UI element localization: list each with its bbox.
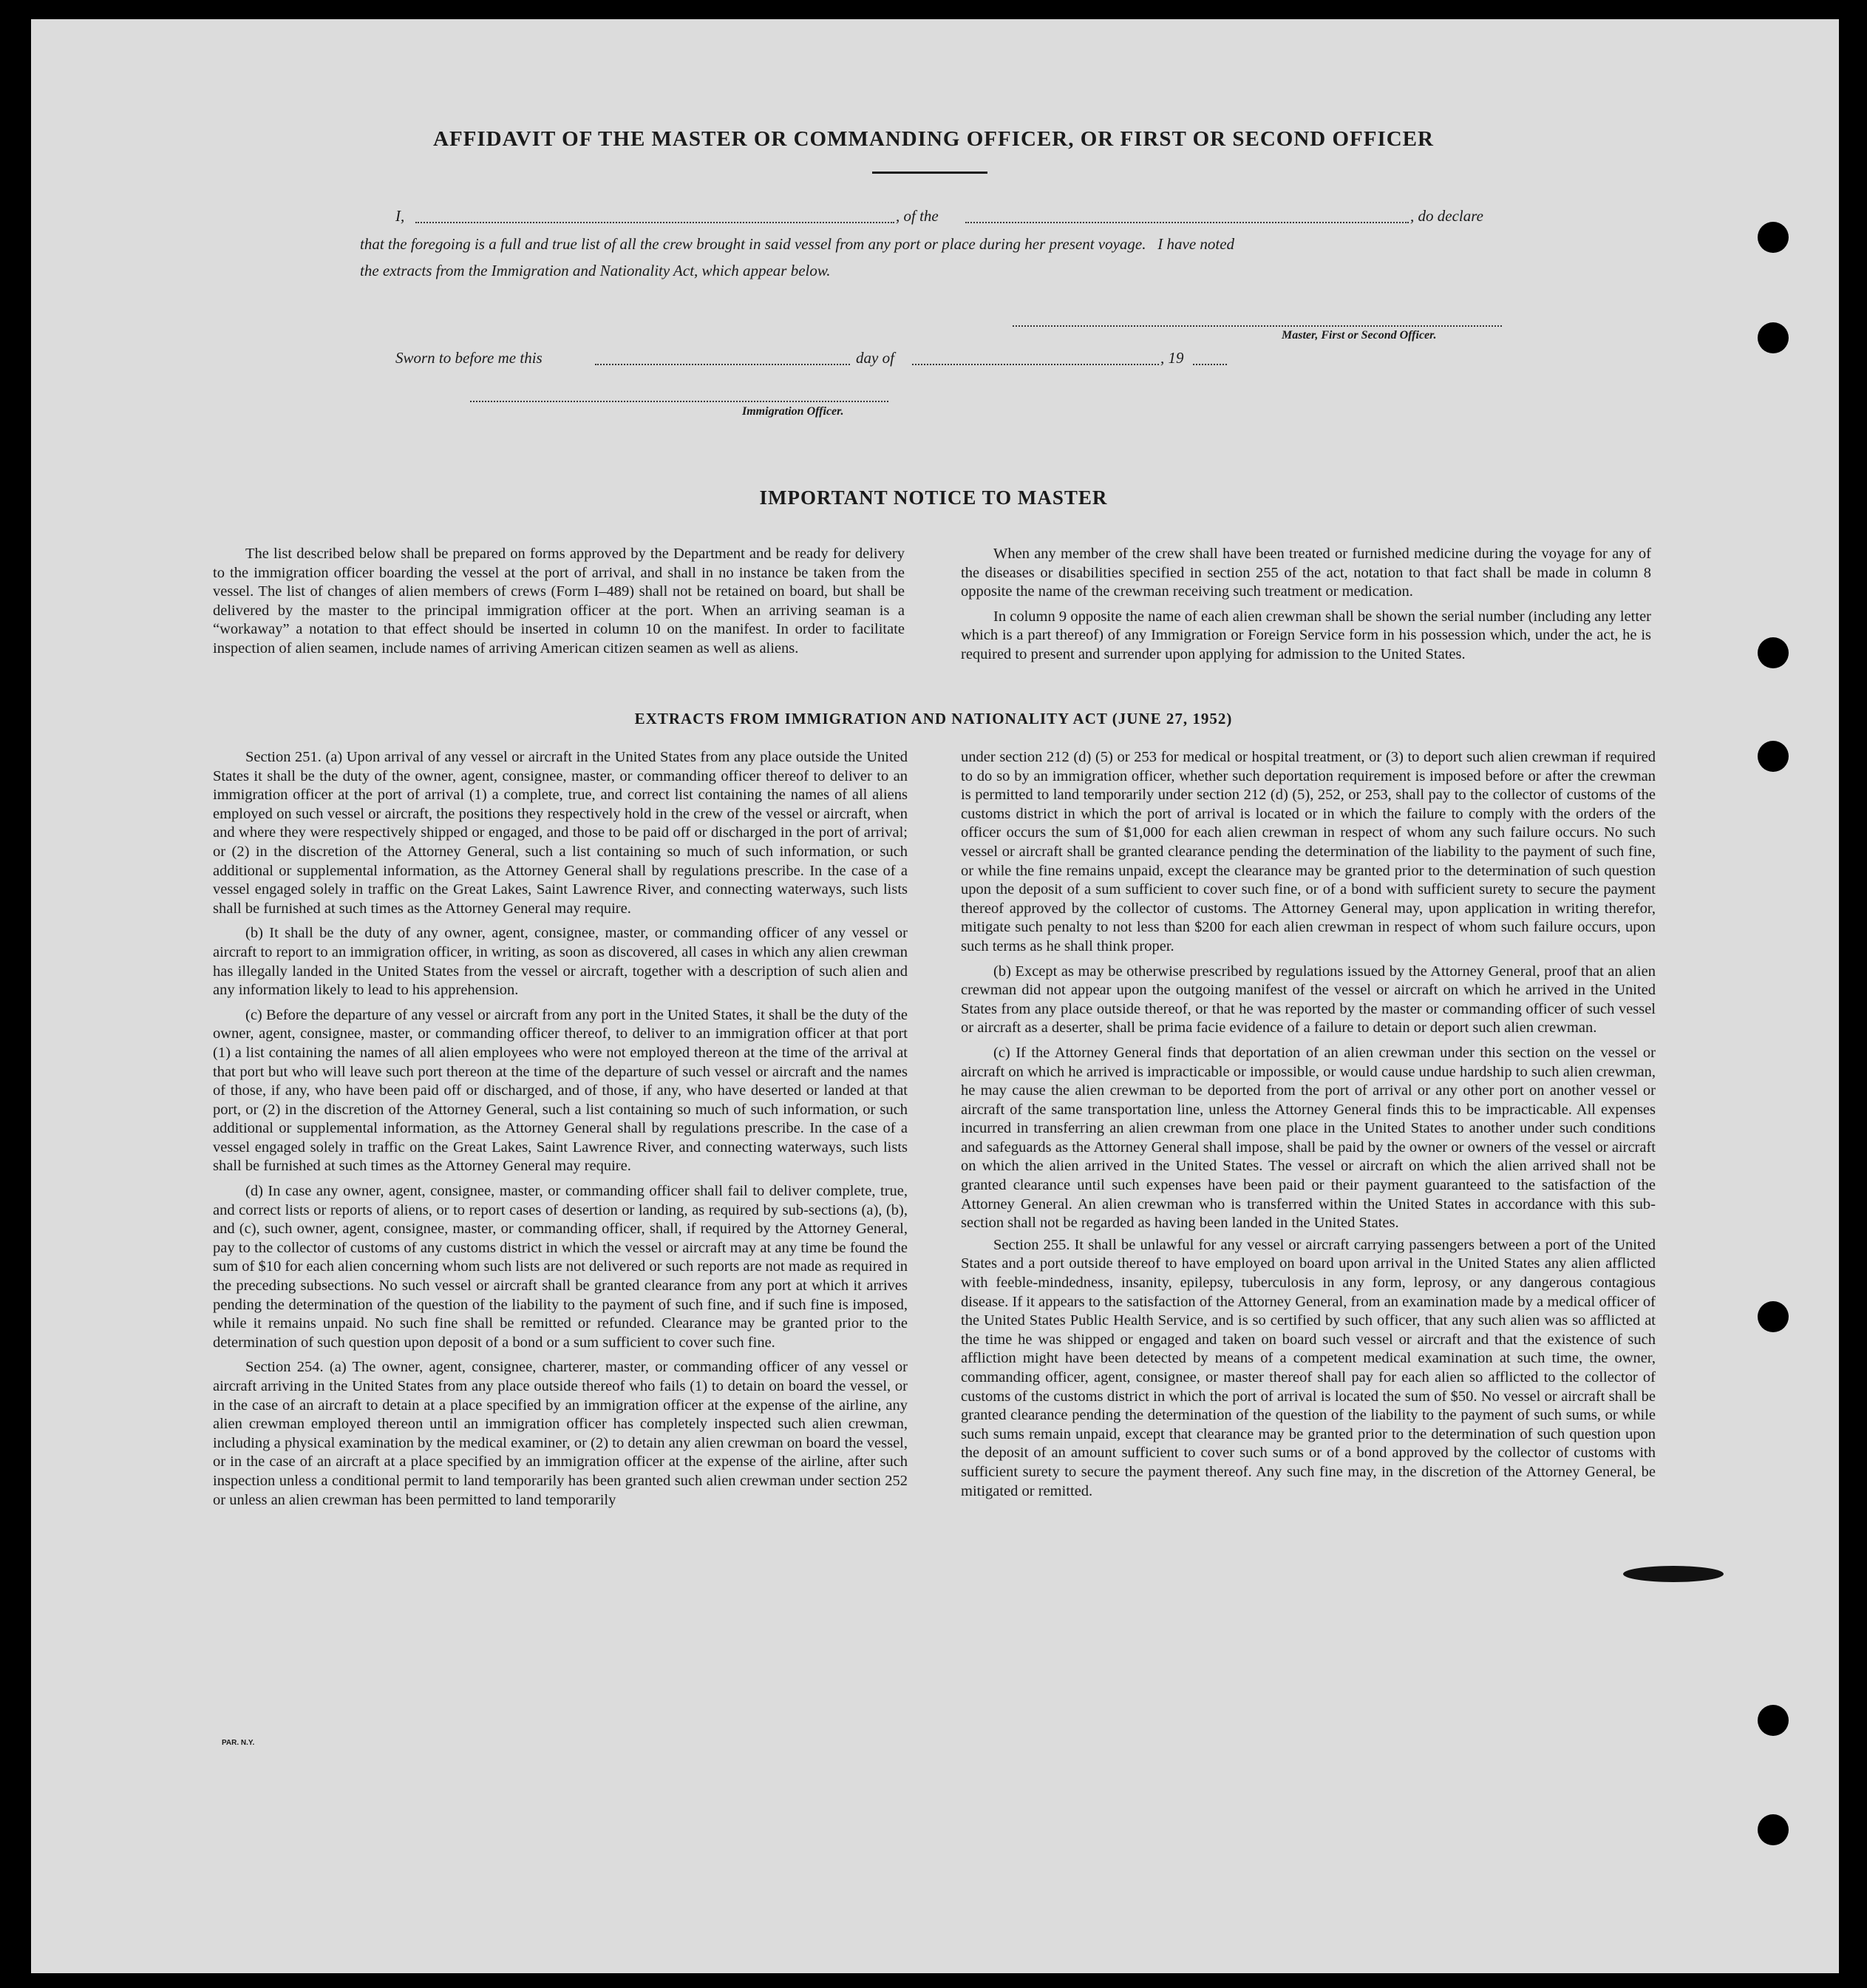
notice-title: IMPORTANT NOTICE TO MASTER bbox=[759, 486, 1108, 509]
section-254-a-continued: under section 212 (d) (5) or 253 for medical or hospital treatment, or (3) to deport such alien crewman if required to do so by an immigration officer, whether such deportation requirement is imposed before or after the crewman is permitted to land temporarily under section 212 (d) (5), 252, or 253, shall pay to the collector of customs of the customs district in which the port of arrival is located or in which the failure to comply with the orders of the officer occurs the sum of $1,000 for each alien crewman in respect of whom any such failure occurs. No such vessel or aircraft shall be granted clearance pending the determination of the liability to the payment of such fine, or while the fine remains unpaid, except the clearance may be granted prior to the determination of such question upon the deposit of a sum sufficient to cover such fine, or of a bond with sufficient surety to secure the payment thereof approved by the collector of customs. The Attorney General may, upon application in writing therefor, mitigate such penalty to not less than $200 for each alien crewman in respect of whom such failure occurs, upon such terms as he shall think proper. bbox=[961, 749, 1656, 954]
sworn-label: Sworn to before me this bbox=[395, 349, 543, 367]
section-251-b: (b) It shall be the duty of any owner, agent, consignee, master, or commanding officer of any vessel or aircraft to report to an immigration officer, in writing, as soon as discovered, all cases in which any alien crewman has illegally landed in the United States from the vessel or aircraft, together with a description of such alien and any information likely to lead to his apprehension. bbox=[213, 925, 908, 999]
section-255: Section 255. It shall be unlawful for any vessel or aircraft carrying passengers between a port of the United States and a port outside thereof to have employed on board upon arrival in the United States any alien afflicted with feeble-mindedness, insanity, epilepsy, tuberculosis in any form, leprosy, or any dangerous contagious disease. If it appears to the satisfaction of the Attorney General, from an examination made by a medical officer of the United States Public Health Service, and is so certified by such officer, that any such alien was so afflicted at the time he was shipped or engaged and taken on board such vessel or aircraft and that the existence of such affliction might have been detected by means of a competent medical examination at such time, the owner, commanding officer, agent, consignee, or master thereof shall pay for each alien so afflicted to the collector of customs of the customs district in which the port of arrival is located the sum of $50. No vessel or aircraft shall be granted clearance pending the determination of the question of the liability to the payment of such sums, or while such sums remain unpaid, except that clearance may be granted prior to the determination of such question upon the deposit of an amount sufficient to cover such sums or of a bond approved by the collector of customs with sufficient surety to secure the payment thereof. Any such fine may, in the discretion of the Attorney General, be mitigated or remitted. bbox=[961, 1236, 1656, 1499]
master-signature-label: Master, First or Second Officer. bbox=[1282, 329, 1437, 342]
extracts-title: EXTRACTS FROM IMMIGRATION AND NATIONALITY ACT (JUNE 27, 1952) bbox=[634, 710, 1233, 727]
binder-hole-7 bbox=[1758, 1814, 1789, 1845]
officer-signature-label: Immigration Officer. bbox=[742, 405, 844, 418]
notice-right-column bbox=[961, 545, 1651, 665]
section-254-a: Section 254. (a) The owner, agent, consignee, charterer, master, or commanding officer of any vessel or aircraft arriving in the United States from any place outside thereof who fails (1) to detain on board the vessel, or in the case of an aircraft to detain at a place specified by an immigration officer at the expense of the airline, any alien crewman employed thereon until an immigration officer has completely inspected such alien crewman, including a physical examination by the medical examiner, or (2) to detain any alien crewman on board the vessel, or in the case of an aircraft at a place specified by an immigration officer at the expense of the airline, after such inspection unless a conditional permit to land temporarily has been granted such alien crewman under section 252 or unless an alien crewman has been permitted to land temporarily bbox=[213, 1359, 908, 1508]
section-251-c: (c) Before the departure of any vessel or aircraft from any port in the United States, it shall be the duty of the owner, agent, consignee, master, or commanding officer thereof, to deliver to an immigration officer at that port (1) a list containing the names of all alien employees who were not employed thereon at the time of the arrival at that port but who will leave such port thereon at the time of the departure of such vessel or aircraft and the names of those, if any, who have been paid off or discharged, and of those, if any, who have deserted or landed at that port, or (2) in the discretion of the Attorney General, such a list containing so much of such information, or such additional or supplemental information, as the Attorney General shall by regulations prescribe. In the case of a vessel engaged solely in traffic on the Great Lakes, Saint Lawrence River, and connecting waterways, such lists shall be furnished at such times as the Attorney General may require. bbox=[213, 1006, 908, 1175]
declaration-line-1: that the foregoing is a full and true list of all the crew brought in said vessel from any port or place during her present voyage. I have noted bbox=[360, 235, 1235, 253]
sworn-month-field[interactable] bbox=[912, 364, 1159, 365]
section-254-b: (b) Except as may be otherwise prescribed by regulations issued by the Attorney General, proof that an alien crewman did not appear upon the outgoing manifest of the vessel or aircraft on which he arrived in the United States from any place outside thereof, or that he was reported by the master or commanding officer of such vessel or aircraft as a deserter, shall be prima facie evidence of a failure to detain or deport such alien crewman. bbox=[961, 963, 1656, 1037]
declarant-name-field[interactable] bbox=[415, 222, 894, 223]
extracts-left-column bbox=[213, 748, 908, 1510]
vessel-name-field[interactable] bbox=[965, 222, 1409, 223]
binder-hole-1 bbox=[1758, 222, 1789, 253]
section-251-a: Section 251. (a) Upon arrival of any vessel or aircraft in the United States from any place outside the United States it shall be the duty of the owner, agent, consignee, master, or commanding officer thereof to deliver to an immigration officer at the port of arrival (1) a complete, true, and correct list containing the names of all aliens employed on such vessel or aircraft, the positions they respectively hold in the crew of the vessel or aircraft, when and where they were respectively shipped or engaged, and those to be paid off or discharged in the port of arrival; or (2) in the discretion of the Attorney General, such a list containing so much of such information, or such additional or supplemental information, as the Attorney General shall by regulations prescribe. In the case of a vessel engaged solely in traffic on the Great Lakes, Saint Lawrence River, and connecting waterways, such lists shall be furnished at such times as the Attorney General may require. bbox=[213, 749, 908, 917]
i-label: I, bbox=[395, 207, 405, 225]
printer-mark: PAR. N.Y. bbox=[222, 1739, 255, 1747]
title-underline bbox=[872, 172, 987, 174]
sworn-day-field[interactable] bbox=[595, 364, 850, 365]
notice-left-paragraph: The list described below shall be prepared on forms approved by the Department and be ready for delivery to the immigration officer boarding the vessel at the port of arrival, and shall in no instance be taken from the vessel. The list of changes of alien members of crews (Form I–489) shall not be retained on board, but shall be delivered by the master to the principal immigration officer at the port. When an arriving seaman is a “workaway” a notation to that effect should be inserted in column 10 on the manifest. In order to facilitate inspection of alien seamen, include names of arriving American citizen seamen as well as aliens. bbox=[213, 546, 905, 657]
extracts-right-column bbox=[961, 748, 1656, 1501]
binder-hole-4 bbox=[1758, 741, 1789, 772]
notice-left-column bbox=[213, 545, 905, 659]
section-254-c: (c) If the Attorney General finds that deportation of an alien crewman under this section on the vessel or aircraft on which he arrived is impracticable or impossible, or would cause undue hardship to such alien crewman, he may cause the alien crewman to be deported from the port of arrival or any other port on another vessel or aircraft of the same transportation line, unless the Attorney General finds this to be impracticable. All expenses incurred in transferring an alien crewman from one place in the United States to another under such conditions and safeguards as the Attorney General shall impose, shall be paid by the owner or owners of the vessel or aircraft on which the alien arrived in the United States. The vessel or aircraft on which the alien arrived shall not be granted clearance until such expenses have been paid or their payment guaranteed to the satisfaction of the Attorney General. An alien crewman who is transferred within the United States in accordance with this sub-section shall not be regarded as having been landed in the United States. bbox=[961, 1044, 1656, 1232]
of-the-label: , of the bbox=[896, 207, 939, 225]
year-label: , 19 bbox=[1160, 349, 1184, 367]
sworn-year-field[interactable] bbox=[1193, 364, 1227, 365]
binder-hole-5 bbox=[1758, 1301, 1789, 1332]
declaration-line-2: the extracts from the Immigration and Nationality Act, which appear below. bbox=[360, 262, 831, 279]
affidavit-title: AFFIDAVIT OF THE MASTER OR COMMANDING OFFICER, OR FIRST OR SECOND OFFICER bbox=[433, 127, 1434, 151]
ink-smudge bbox=[1623, 1566, 1724, 1582]
binder-hole-3 bbox=[1758, 637, 1789, 668]
master-signature-field[interactable] bbox=[1013, 325, 1502, 327]
officer-signature-field[interactable] bbox=[470, 401, 888, 402]
binder-hole-2 bbox=[1758, 322, 1789, 353]
notice-right-paragraph-1: When any member of the crew shall have been treated or furnished medicine during the voyage for any of the diseases or disabilities specified in section 255 of the act, notation to that fact shall be made in column 8 opposite the name of the crewman receiving such treatment or medication. bbox=[961, 546, 1651, 600]
binder-hole-6 bbox=[1758, 1705, 1789, 1736]
notice-right-paragraph-2: In column 9 opposite the name of each alien crewman shall be shown the serial number (including any letter which is a part thereof) of any Immigration or Foreign Service form in his possession which, under the act, he is required to present and surrender upon applying for admission to the United States. bbox=[961, 608, 1651, 662]
do-declare-label: , do declare bbox=[1410, 207, 1483, 225]
section-251-d: (d) In case any owner, agent, consignee, master, or commanding officer shall fail to deliver complete, true, and correct lists or reports of aliens, or to report cases of desertion or landing, as required by sub-sections (a), (b), and (c), such owner, agent, consignee, master, or commanding officer, shall, if required by the Attorney General, pay to the collector of customs of any customs district in which the vessel or aircraft may at any time be found the sum of $10 for each alien concerning whom such lists are not delivered or such reports are not made as required in the preceding subsections. No such vessel or aircraft shall be granted clearance from any port at which it arrives pending the determination of the question of the liability to the payment of such fine, and if such fine is imposed, while it remains unpaid. No such fine shall be remitted or refunded. Clearance may be granted prior to the determination of such question upon deposit of a bond or a sum sufficient to cover such fine. bbox=[213, 1183, 908, 1351]
day-of-label: day of bbox=[856, 349, 894, 367]
